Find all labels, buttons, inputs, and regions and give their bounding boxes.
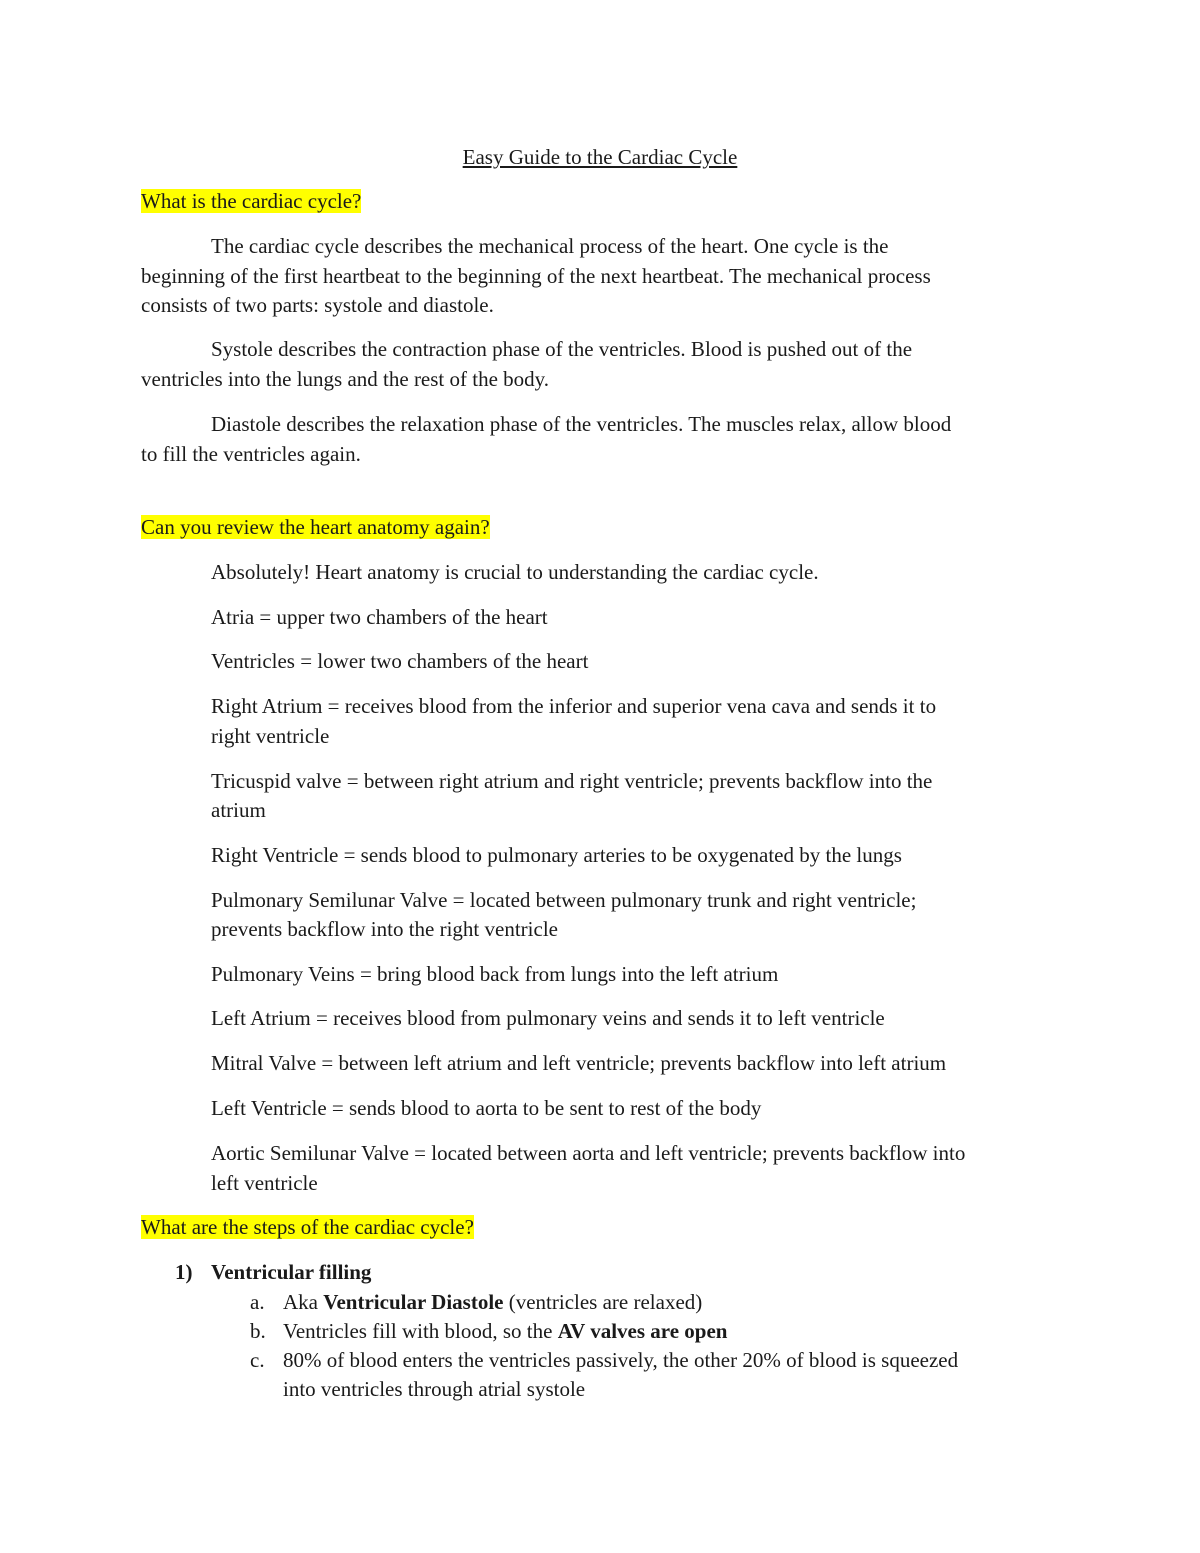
anatomy-item: Right Ventricle = sends blood to pulmonary arteries to be oxygenated by the lungs: [211, 843, 902, 867]
section-heading-cardiac-steps: What are the steps of the cardiac cycle?: [141, 1215, 474, 1239]
anatomy-item-continued: atrium: [211, 798, 266, 822]
anatomy-item: Tricuspid valve = between right atrium and right ventricle; prevents backflow into the: [211, 769, 933, 793]
step-detail: 80% of blood enters the ventricles passively, the other 20% of blood is squeezed: [283, 1348, 959, 1372]
step-label: Ventricular filling: [211, 1260, 372, 1284]
paragraph-line: Diastole describes the relaxation phase of the ventricles. The muscles relax, allow blood: [211, 412, 952, 436]
anatomy-item: Atria = upper two chambers of the heart: [211, 605, 548, 629]
section-heading-cardiac-cycle: What is the cardiac cycle?: [141, 189, 362, 213]
anatomy-item: Aortic Semilunar Valve = located between aorta and left ventricle; prevents backflow into: [211, 1141, 966, 1165]
paragraph-line: The cardiac cycle describes the mechanical process of the heart. One cycle is the: [211, 234, 889, 258]
anatomy-item: Left Atrium = receives blood from pulmonary veins and sends it to left ventricle: [211, 1006, 885, 1030]
step-detail-continued: into ventricles through atrial systole: [283, 1377, 586, 1401]
list-marker: b.: [250, 1319, 266, 1343]
paragraph-line: to fill the ventricles again.: [141, 442, 361, 466]
list-marker: c.: [250, 1348, 265, 1372]
anatomy-intro: Absolutely! Heart anatomy is crucial to understanding the cardiac cycle.: [211, 560, 819, 584]
paragraph-line: consists of two parts: systole and diastole.: [141, 293, 494, 317]
section-heading-heart-anatomy: Can you review the heart anatomy again?: [141, 515, 490, 539]
anatomy-item: Pulmonary Semilunar Valve = located between pulmonary trunk and right ventricle;: [211, 888, 917, 912]
anatomy-item: Mitral Valve = between left atrium and left ventricle; prevents backflow into left atrium: [211, 1051, 947, 1075]
list-marker: a.: [250, 1290, 265, 1314]
paragraph-line: Systole describes the contraction phase of the ventricles. Blood is pushed out of the: [211, 337, 913, 361]
paragraph-line: beginning of the first heartbeat to the beginning of the next heartbeat. The mechanical process: [141, 264, 931, 288]
anatomy-item-continued: left ventricle: [211, 1171, 318, 1195]
anatomy-item: Pulmonary Veins = bring blood back from lungs into the left atrium: [211, 962, 779, 986]
anatomy-item: Ventricles = lower two chambers of the heart: [211, 649, 589, 673]
anatomy-item: Right Atrium = receives blood from the inferior and superior vena cava and sends it to: [211, 694, 937, 718]
step-number: 1): [175, 1260, 193, 1284]
document-title: Easy Guide to the Cardiac Cycle: [462, 145, 738, 169]
step-detail: Aka Ventricular Diastole (ventricles are relaxed): [283, 1290, 703, 1314]
anatomy-item-continued: prevents backflow into the right ventricle: [211, 917, 558, 941]
anatomy-item: Left Ventricle = sends blood to aorta to be sent to rest of the body: [211, 1096, 762, 1120]
anatomy-item-continued: right ventricle: [211, 724, 330, 748]
step-detail: Ventricles fill with blood, so the AV valves are open: [283, 1319, 728, 1343]
paragraph-line: ventricles into the lungs and the rest of the body.: [141, 367, 550, 391]
